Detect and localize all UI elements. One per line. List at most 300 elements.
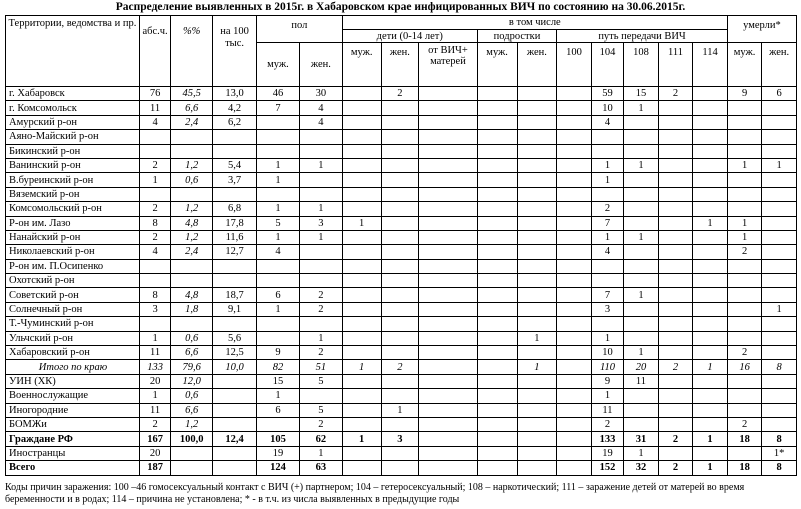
- row-label: Всего: [6, 461, 140, 475]
- table-cell: [342, 173, 381, 187]
- table-cell: [477, 446, 517, 460]
- table-row: [6, 173, 797, 187]
- table-cell: 4: [299, 101, 342, 115]
- table-cell: [658, 331, 693, 345]
- table-cell: 1: [591, 230, 623, 244]
- table-cell: 4,8: [171, 288, 213, 302]
- table-cell: [381, 173, 419, 187]
- table-cell: [419, 346, 478, 360]
- table-cell: [381, 302, 419, 316]
- table-cell: 2,4: [171, 115, 213, 129]
- table-cell: [419, 173, 478, 187]
- table-cell: [624, 317, 659, 331]
- table-cell: 0,6: [171, 389, 213, 403]
- table-cell: 100,0: [171, 432, 213, 446]
- table-cell: 1: [342, 360, 381, 374]
- table-cell: 2: [658, 461, 693, 475]
- table-cell: 3: [591, 302, 623, 316]
- table-cell: [213, 317, 257, 331]
- table-cell: 63: [299, 461, 342, 475]
- row-label: Комсомольский р-он: [6, 202, 140, 216]
- table-cell: 1: [299, 331, 342, 345]
- row-label: Граждане РФ: [6, 432, 140, 446]
- table-cell: 1,2: [171, 202, 213, 216]
- table-cell: [419, 461, 478, 475]
- table-cell: [658, 288, 693, 302]
- table-cell: 1: [624, 158, 659, 172]
- table-cell: [139, 317, 170, 331]
- table-cell: 2: [139, 158, 170, 172]
- table-cell: [557, 403, 592, 417]
- table-cell: [658, 245, 693, 259]
- table-cell: [381, 317, 419, 331]
- row-label: Р-он им. Лазо: [6, 216, 140, 230]
- table-cell: 2: [591, 417, 623, 431]
- table-cell: [693, 130, 728, 144]
- table-cell: 19: [257, 446, 300, 460]
- table-cell: 6: [762, 87, 797, 101]
- table-cell: [727, 101, 762, 115]
- table-cell: [342, 461, 381, 475]
- table-cell: [762, 173, 797, 187]
- table-cell: [727, 446, 762, 460]
- table-cell: 1: [517, 360, 557, 374]
- table-cell: 4,2: [213, 101, 257, 115]
- table-cell: 5,6: [213, 331, 257, 345]
- table-cell: [557, 115, 592, 129]
- table-cell: [477, 274, 517, 288]
- table-cell: [517, 288, 557, 302]
- table-cell: [557, 158, 592, 172]
- table-cell: [381, 259, 419, 273]
- table-row: [6, 202, 797, 216]
- table-cell: 4: [257, 245, 300, 259]
- table-cell: 8: [762, 432, 797, 446]
- table-cell: [419, 331, 478, 345]
- table-cell: [727, 187, 762, 201]
- table-cell: [517, 101, 557, 115]
- table-cell: 8: [762, 360, 797, 374]
- table-cell: [762, 374, 797, 388]
- table-cell: 1: [727, 216, 762, 230]
- table-cell: [477, 187, 517, 201]
- table-cell: 1: [624, 230, 659, 244]
- table-cell: 62: [299, 432, 342, 446]
- table-cell: [557, 461, 592, 475]
- table-cell: [299, 130, 342, 144]
- table-cell: [419, 389, 478, 403]
- table-cell: [693, 302, 728, 316]
- table-cell: [658, 317, 693, 331]
- table-cell: [139, 274, 170, 288]
- table-cell: [419, 417, 478, 431]
- table-cell: [517, 245, 557, 259]
- table-cell: 1: [299, 158, 342, 172]
- table-cell: [342, 403, 381, 417]
- table-cell: [342, 346, 381, 360]
- table-cell: [342, 417, 381, 431]
- table-cell: [624, 202, 659, 216]
- table-cell: [171, 274, 213, 288]
- table-cell: [171, 317, 213, 331]
- table-cell: 11: [624, 374, 659, 388]
- table-cell: 1: [591, 389, 623, 403]
- table-cell: [727, 115, 762, 129]
- table-cell: 1: [257, 389, 300, 403]
- table-cell: [624, 245, 659, 259]
- header-teens: подростки: [477, 30, 557, 43]
- table-cell: [624, 259, 659, 273]
- table-cell: [557, 446, 592, 460]
- table-cell: 4: [139, 245, 170, 259]
- table-cell: [658, 403, 693, 417]
- table-cell: [693, 331, 728, 345]
- table-cell: 11,6: [213, 230, 257, 244]
- table-cell: 124: [257, 461, 300, 475]
- table-cell: 1: [257, 230, 300, 244]
- table-cell: [257, 144, 300, 158]
- table-cell: [762, 230, 797, 244]
- table-cell: 9,1: [213, 302, 257, 316]
- row-label: УИН (ХК): [6, 374, 140, 388]
- table-cell: [693, 389, 728, 403]
- table-cell: [342, 87, 381, 101]
- table-row: [6, 230, 797, 244]
- table-row: [6, 317, 797, 331]
- table-cell: 12,7: [213, 245, 257, 259]
- table-cell: 9: [727, 87, 762, 101]
- table-cell: [624, 187, 659, 201]
- table-cell: [419, 302, 478, 316]
- table-cell: 20: [624, 360, 659, 374]
- table-cell: [557, 187, 592, 201]
- header-route-108: 108: [624, 43, 659, 87]
- header-per100: на 100 тыс.: [213, 16, 257, 87]
- table-cell: 79,6: [171, 360, 213, 374]
- table-cell: [381, 230, 419, 244]
- table-cell: [213, 446, 257, 460]
- table-cell: [727, 331, 762, 345]
- table-cell: [381, 374, 419, 388]
- table-cell: [658, 346, 693, 360]
- table-cell: [342, 259, 381, 273]
- table-cell: 18: [727, 432, 762, 446]
- table-cell: [517, 446, 557, 460]
- table-cell: [419, 187, 478, 201]
- table-row: [6, 144, 797, 158]
- footnote: Коды причин заражения: 100 –46 гомосексуальный контакт с ВИЧ (+) партнером; 104 – гетеросексуальный; 108 – наркотический; 111 – заражение детей от матерей во время беременности и в родах; 114 – причина не установлена; * - в т.ч. из числа выявленных в предыдущие годы: [5, 482, 745, 505]
- table-cell: 1: [139, 331, 170, 345]
- table-cell: [477, 115, 517, 129]
- row-label: Охотский р-он: [6, 274, 140, 288]
- table-cell: [419, 360, 478, 374]
- table-cell: 1: [517, 331, 557, 345]
- table-cell: [693, 173, 728, 187]
- table-cell: [517, 302, 557, 316]
- table-cell: [342, 144, 381, 158]
- table-cell: 51: [299, 360, 342, 374]
- table-cell: [762, 202, 797, 216]
- table-row: [6, 432, 797, 446]
- table-cell: [591, 317, 623, 331]
- table-cell: [693, 230, 728, 244]
- table-cell: 152: [591, 461, 623, 475]
- table-cell: [624, 130, 659, 144]
- table-cell: 0,6: [171, 173, 213, 187]
- table-cell: 1: [762, 302, 797, 316]
- table-cell: [727, 403, 762, 417]
- table-cell: 11: [139, 403, 170, 417]
- table-cell: 1: [693, 216, 728, 230]
- table-cell: [381, 245, 419, 259]
- table-cell: 4: [591, 115, 623, 129]
- table-cell: [213, 403, 257, 417]
- table-cell: [419, 403, 478, 417]
- table-cell: [381, 389, 419, 403]
- table-row: [6, 101, 797, 115]
- table-row: [6, 130, 797, 144]
- table-cell: 4: [139, 115, 170, 129]
- table-cell: [477, 101, 517, 115]
- table-cell: [419, 158, 478, 172]
- table-cell: 9: [257, 346, 300, 360]
- table-cell: [139, 144, 170, 158]
- table-cell: [342, 302, 381, 316]
- table-cell: [419, 288, 478, 302]
- table-cell: [693, 245, 728, 259]
- header-teens-male: муж.: [477, 43, 517, 87]
- table-cell: [557, 230, 592, 244]
- table-cell: 5: [299, 403, 342, 417]
- table-cell: [477, 346, 517, 360]
- table-cell: [213, 417, 257, 431]
- table-cell: [477, 374, 517, 388]
- table-cell: [419, 115, 478, 129]
- table-cell: 1: [693, 461, 728, 475]
- table-cell: [658, 446, 693, 460]
- table-cell: 1: [693, 360, 728, 374]
- table-cell: [658, 202, 693, 216]
- table-cell: [381, 346, 419, 360]
- table-row: [6, 446, 797, 460]
- table-cell: [557, 389, 592, 403]
- table-cell: 13,0: [213, 87, 257, 101]
- table-row: [6, 302, 797, 316]
- header-died-male: муж.: [727, 43, 762, 87]
- table-cell: 4: [591, 245, 623, 259]
- table-cell: [477, 173, 517, 187]
- table-cell: 9: [591, 374, 623, 388]
- table-cell: [477, 130, 517, 144]
- table-cell: 18,7: [213, 288, 257, 302]
- table-cell: [477, 389, 517, 403]
- table-cell: 12,5: [213, 346, 257, 360]
- table-cell: [381, 446, 419, 460]
- table-cell: [557, 173, 592, 187]
- table-cell: 1,8: [171, 302, 213, 316]
- table-cell: [419, 216, 478, 230]
- table-cell: [477, 331, 517, 345]
- row-label: Амурский р-он: [6, 115, 140, 129]
- table-cell: [381, 288, 419, 302]
- table-cell: 6: [257, 288, 300, 302]
- table-cell: [557, 432, 592, 446]
- table-cell: [693, 417, 728, 431]
- table-cell: [342, 446, 381, 460]
- table-cell: 1: [727, 158, 762, 172]
- table-cell: [658, 230, 693, 244]
- table-cell: [213, 259, 257, 273]
- table-cell: 1: [342, 432, 381, 446]
- table-cell: 15: [624, 87, 659, 101]
- table-cell: [557, 130, 592, 144]
- table-cell: [381, 101, 419, 115]
- table-cell: [658, 417, 693, 431]
- table-row: [6, 87, 797, 101]
- table-cell: [557, 274, 592, 288]
- table-cell: 1: [624, 288, 659, 302]
- table-cell: [658, 302, 693, 316]
- table-cell: [557, 259, 592, 273]
- header-route-114: 114: [693, 43, 728, 87]
- table-cell: [342, 101, 381, 115]
- table-cell: [658, 187, 693, 201]
- row-label: г. Комсомольск: [6, 101, 140, 115]
- table-cell: 11: [591, 403, 623, 417]
- table-cell: [517, 230, 557, 244]
- table-cell: 7: [257, 101, 300, 115]
- table-cell: [419, 202, 478, 216]
- table-cell: 6,8: [213, 202, 257, 216]
- table-cell: 11: [139, 101, 170, 115]
- table-cell: [624, 417, 659, 431]
- table-cell: [693, 259, 728, 273]
- table-row: [6, 259, 797, 273]
- table-cell: [477, 144, 517, 158]
- table-cell: [299, 144, 342, 158]
- table-cell: [213, 274, 257, 288]
- table-cell: [477, 432, 517, 446]
- table-cell: [477, 202, 517, 216]
- table-cell: 2: [139, 230, 170, 244]
- table-cell: 5: [257, 216, 300, 230]
- table-cell: [381, 202, 419, 216]
- table-cell: [693, 115, 728, 129]
- table-cell: [419, 101, 478, 115]
- table-cell: [727, 302, 762, 316]
- table-cell: [419, 374, 478, 388]
- table-cell: [517, 87, 557, 101]
- table-cell: 20: [139, 374, 170, 388]
- table-cell: [517, 130, 557, 144]
- table-cell: 1: [257, 173, 300, 187]
- table-cell: 1,2: [171, 417, 213, 431]
- table-cell: [342, 202, 381, 216]
- table-cell: [693, 274, 728, 288]
- table-cell: 4,8: [171, 216, 213, 230]
- table-cell: [477, 259, 517, 273]
- table-cell: [139, 187, 170, 201]
- table-cell: [517, 403, 557, 417]
- table-cell: [477, 302, 517, 316]
- table-row: [6, 187, 797, 201]
- table-cell: 6,6: [171, 101, 213, 115]
- table-cell: 1: [693, 432, 728, 446]
- row-label: Вяземский р-он: [6, 187, 140, 201]
- table-cell: [381, 461, 419, 475]
- row-label: Т.-Чуминский р-он: [6, 317, 140, 331]
- table-cell: 59: [591, 87, 623, 101]
- table-cell: [762, 259, 797, 273]
- table-cell: [693, 158, 728, 172]
- table-cell: 2: [591, 202, 623, 216]
- table-cell: [517, 317, 557, 331]
- table-cell: [171, 446, 213, 460]
- table-cell: 46: [257, 87, 300, 101]
- table-cell: [591, 130, 623, 144]
- table-cell: [517, 187, 557, 201]
- table-cell: [257, 317, 300, 331]
- table-cell: 2: [139, 202, 170, 216]
- table-cell: [213, 187, 257, 201]
- table-cell: [139, 130, 170, 144]
- table-cell: [517, 144, 557, 158]
- table-cell: [419, 87, 478, 101]
- table-cell: [557, 101, 592, 115]
- table-cell: [257, 187, 300, 201]
- header-route: путь передачи ВИЧ: [557, 30, 728, 43]
- table-cell: [342, 130, 381, 144]
- table-cell: [299, 187, 342, 201]
- table-cell: [381, 187, 419, 201]
- table-cell: [727, 274, 762, 288]
- header-abs: абс.ч.: [139, 16, 170, 87]
- table-cell: [624, 115, 659, 129]
- table-cell: 4: [299, 115, 342, 129]
- table-cell: [517, 389, 557, 403]
- table-cell: [762, 144, 797, 158]
- table-cell: 1: [257, 302, 300, 316]
- table-cell: [557, 245, 592, 259]
- table-cell: [591, 259, 623, 273]
- table-cell: 1: [299, 230, 342, 244]
- header-died-female: жен.: [762, 43, 797, 87]
- table-cell: 1: [139, 173, 170, 187]
- table-row: [6, 389, 797, 403]
- table-cell: 133: [139, 360, 170, 374]
- table-cell: [299, 274, 342, 288]
- table-cell: [762, 346, 797, 360]
- table-row: [6, 274, 797, 288]
- row-label: Солнечный р-он: [6, 302, 140, 316]
- page-title: Распределение выявленных в 2015г. в Хабаровском крае инфицированных ВИЧ по состоянию на 30.06.2015г.: [115, 1, 686, 13]
- header-sex: пол: [257, 16, 343, 43]
- table-cell: [419, 317, 478, 331]
- table-cell: [171, 461, 213, 475]
- table-cell: [517, 259, 557, 273]
- table-row: [6, 360, 797, 374]
- table-cell: 1: [591, 158, 623, 172]
- table-cell: 6,6: [171, 403, 213, 417]
- row-label: г. Хабаровск: [6, 87, 140, 101]
- row-label: Хабаровский р-он: [6, 346, 140, 360]
- table-cell: [257, 130, 300, 144]
- table-cell: 1: [624, 101, 659, 115]
- header-route-104: 104: [591, 43, 623, 87]
- table-cell: [693, 317, 728, 331]
- table-cell: [762, 317, 797, 331]
- table-cell: 1: [257, 202, 300, 216]
